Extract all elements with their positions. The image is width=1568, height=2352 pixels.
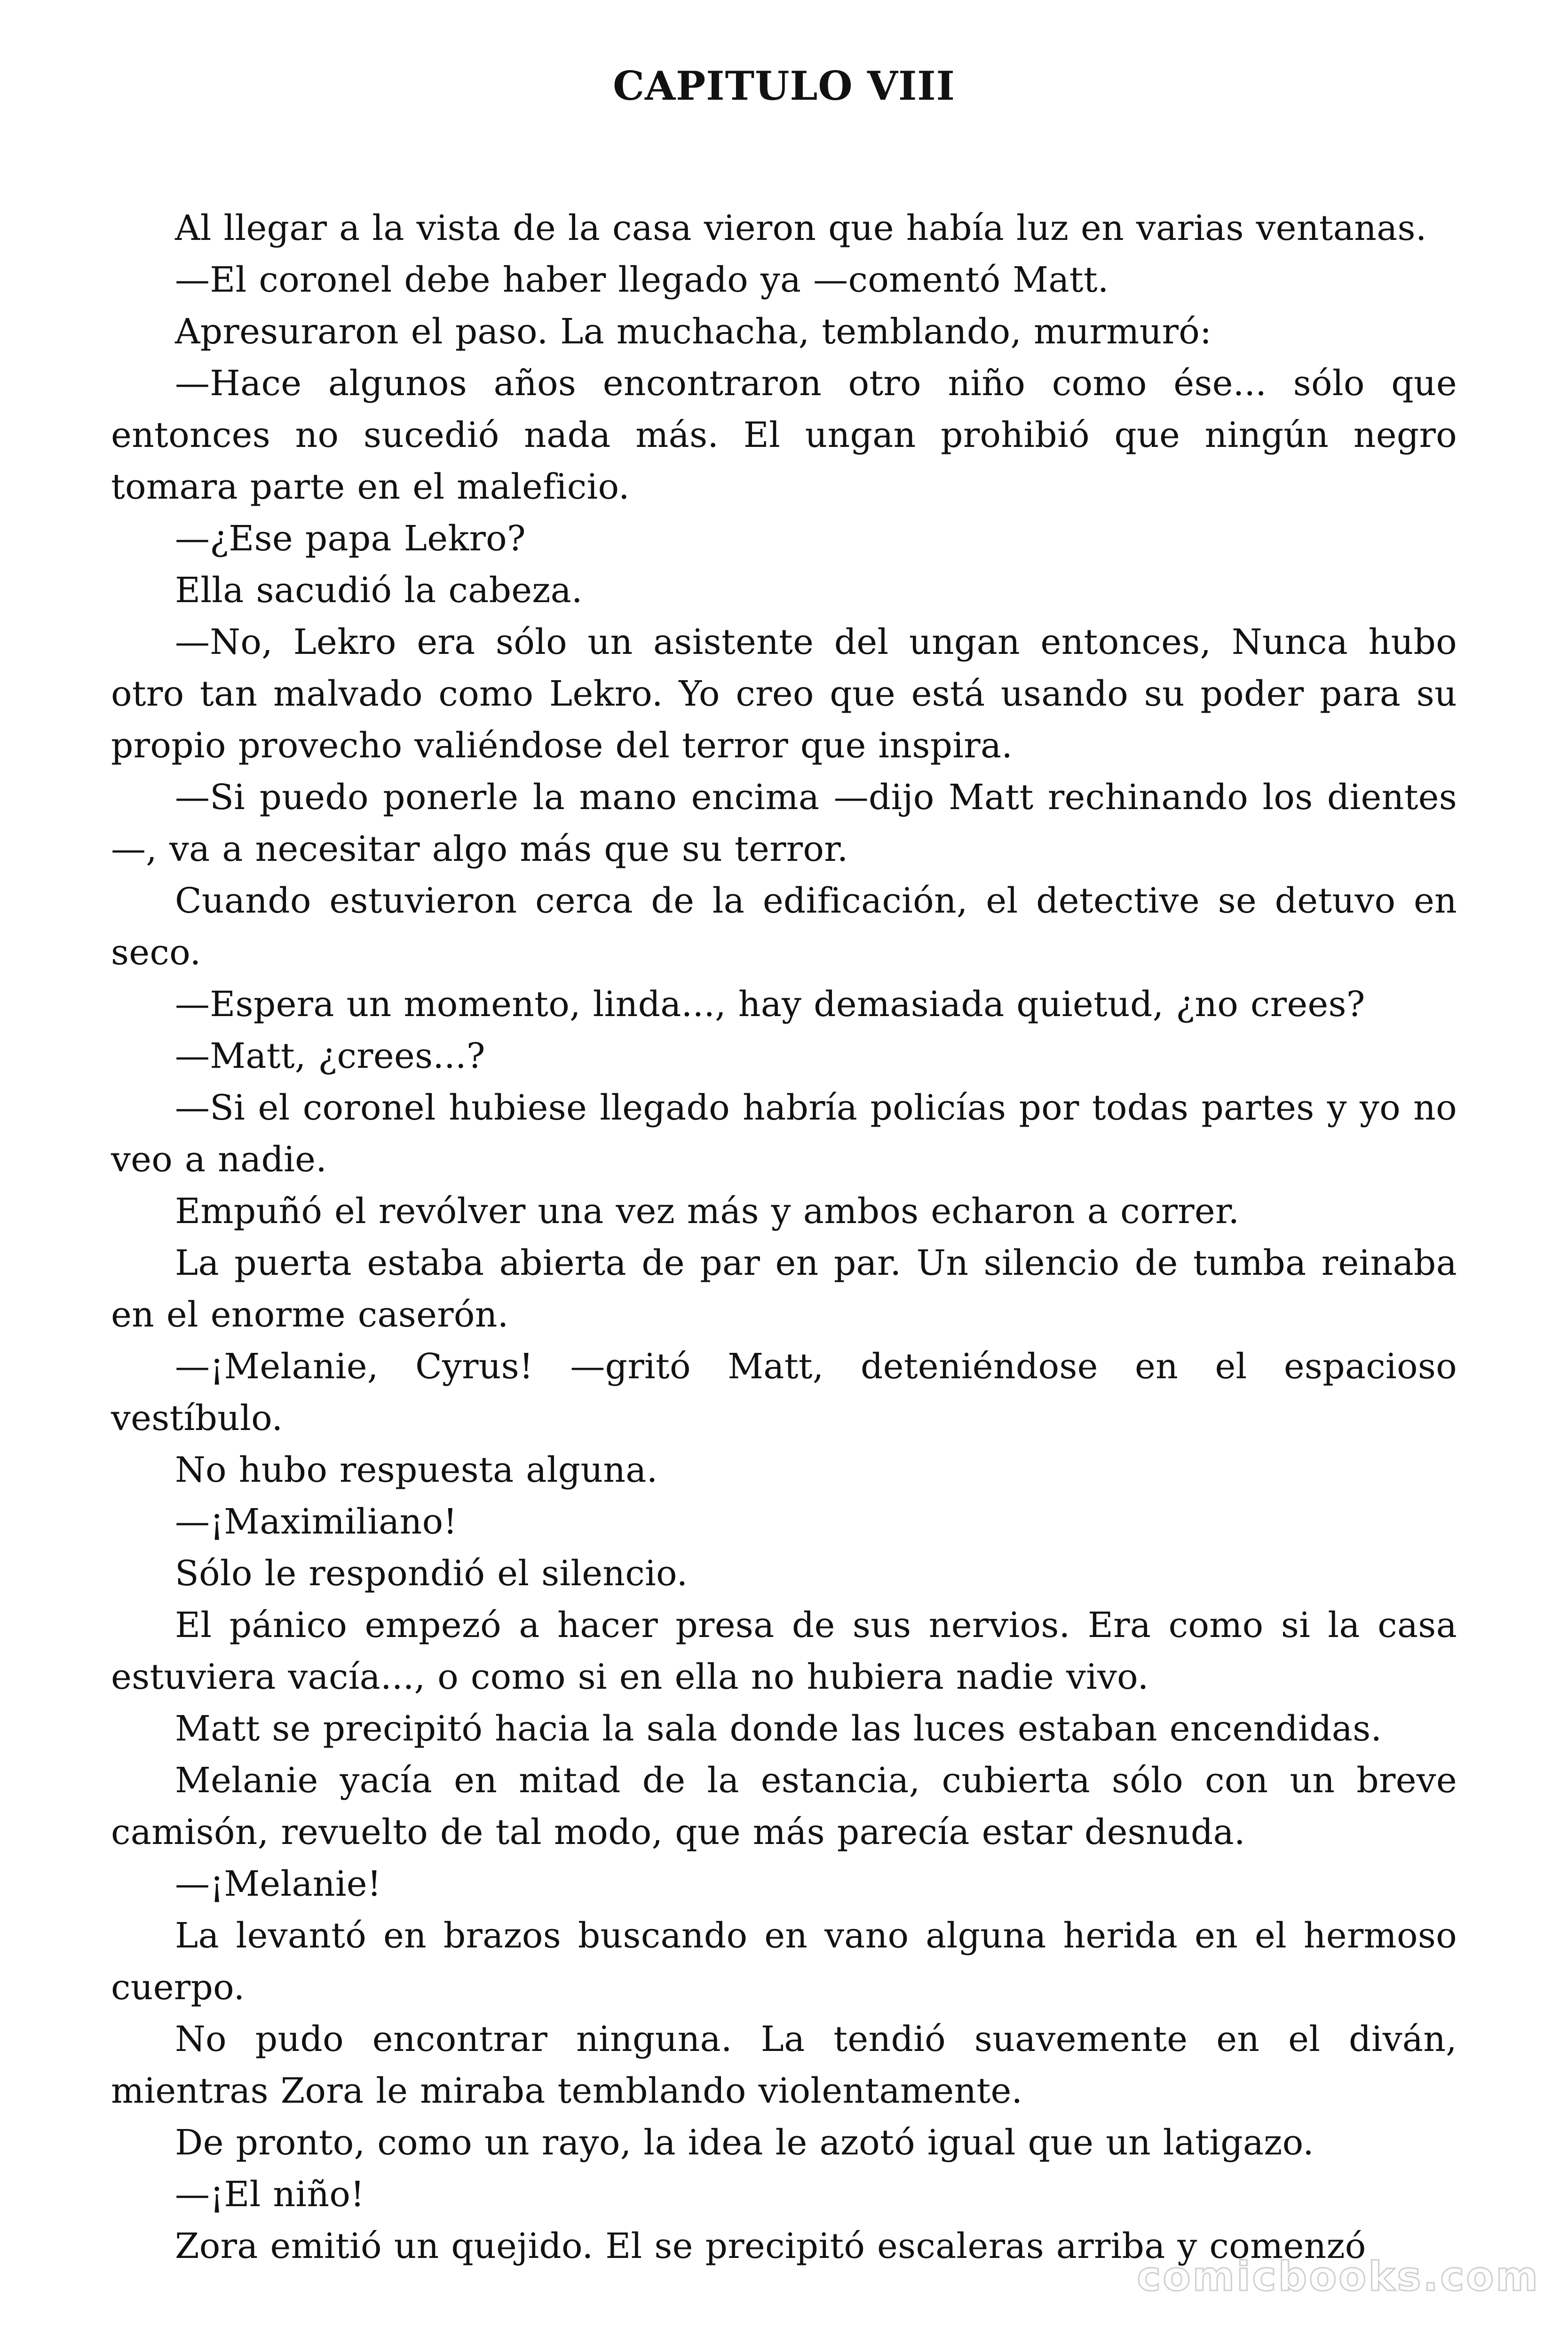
paragraph: —Hace algunos años encontraron otro niño como ése... sólo que entonces no sucedió nada más. El ungan prohibió que ningún negro tomara parte en el maleficio.: [111, 363, 1457, 507]
paragraph: No pudo encontrar ninguna. La tendió suavemente en el diván, mientras Zora le miraba temblando violentamente.: [111, 2019, 1457, 2111]
paragraph: Ella sacudió la cabeza.: [175, 570, 583, 611]
paragraph: —Si el coronel hubiese llegado habría policías por todas partes y yo no veo a nadie.: [111, 1088, 1457, 1180]
paragraph: De pronto, como un rayo, la idea le azotó igual que un latigazo.: [175, 2122, 1314, 2163]
paragraph: El pánico empezó a hacer presa de sus nervios. Era como si la casa estuviera vacía..., o como si en ella no hubiera nadie vivo.: [111, 1605, 1457, 1697]
paragraph: —¡Melanie, Cyrus! —gritó Matt, deteniéndose en el espacioso vestíbulo.: [111, 1346, 1457, 1438]
chapter-title: CAPITULO VIII: [613, 63, 955, 109]
paragraph: —¿Ese papa Lekro?: [175, 518, 526, 559]
paragraph: Cuando estuvieron cerca de la edificación, el detective se detuvo en seco.: [111, 881, 1457, 973]
paragraph: Al llegar a la vista de la casa vieron que había luz en varias ventanas.: [175, 208, 1427, 248]
paragraph: Zora emitió un quejido. El se precipitó escaleras arriba y comenzó: [175, 2226, 1366, 2266]
paragraph: Apresuraron el paso. La muchacha, temblando, murmuró:: [175, 311, 1212, 352]
paragraph: —Si puedo ponerle la mano encima —dijo Matt rechinando los dientes—, va a necesitar algo más que su terror.: [111, 777, 1457, 869]
paragraph: Matt se precipitó hacia la sala donde las luces estaban encendidas.: [175, 1708, 1382, 1749]
paragraph: —¡Maximiliano!: [175, 1502, 458, 1542]
paragraph: —Espera un momento, linda..., hay demasiada quietud, ¿no crees?: [175, 984, 1365, 1025]
paragraph: Melanie yacía en mitad de la estancia, cubierta sólo con un breve camisón, revuelto de tal modo, que más parecía estar desnuda.: [111, 1760, 1457, 1852]
paragraph: —¡Melanie!: [175, 1864, 381, 1904]
paragraph: —¡El niño!: [175, 2174, 365, 2215]
site-watermark: comicbooks.com: [1137, 2253, 1540, 2300]
paragraph: No hubo respuesta alguna.: [175, 1450, 658, 1490]
paragraph: La levantó en brazos buscando en vano alguna herida en el hermoso cuerpo.: [111, 1915, 1457, 2008]
paragraph: Sólo le respondió el silencio.: [175, 1553, 688, 1594]
paragraph: —No, Lekro era sólo un asistente del ungan entonces, Nunca hubo otro tan malvado como Lekro. Yo creo que está usando su poder para su propio provecho valiéndose del terror que inspira.: [111, 622, 1457, 766]
paragraph: —El coronel debe haber llegado ya —comentó Matt.: [175, 260, 1109, 300]
chapter-body: [111, 202, 1457, 2272]
paragraph: Empuñó el revólver una vez más y ambos echaron a correr.: [175, 1191, 1240, 1232]
paragraph: La puerta estaba abierta de par en par. Un silencio de tumba reinaba en el enorme caserón.: [111, 1243, 1457, 1335]
paragraph: —Matt, ¿crees...?: [175, 1036, 485, 1076]
